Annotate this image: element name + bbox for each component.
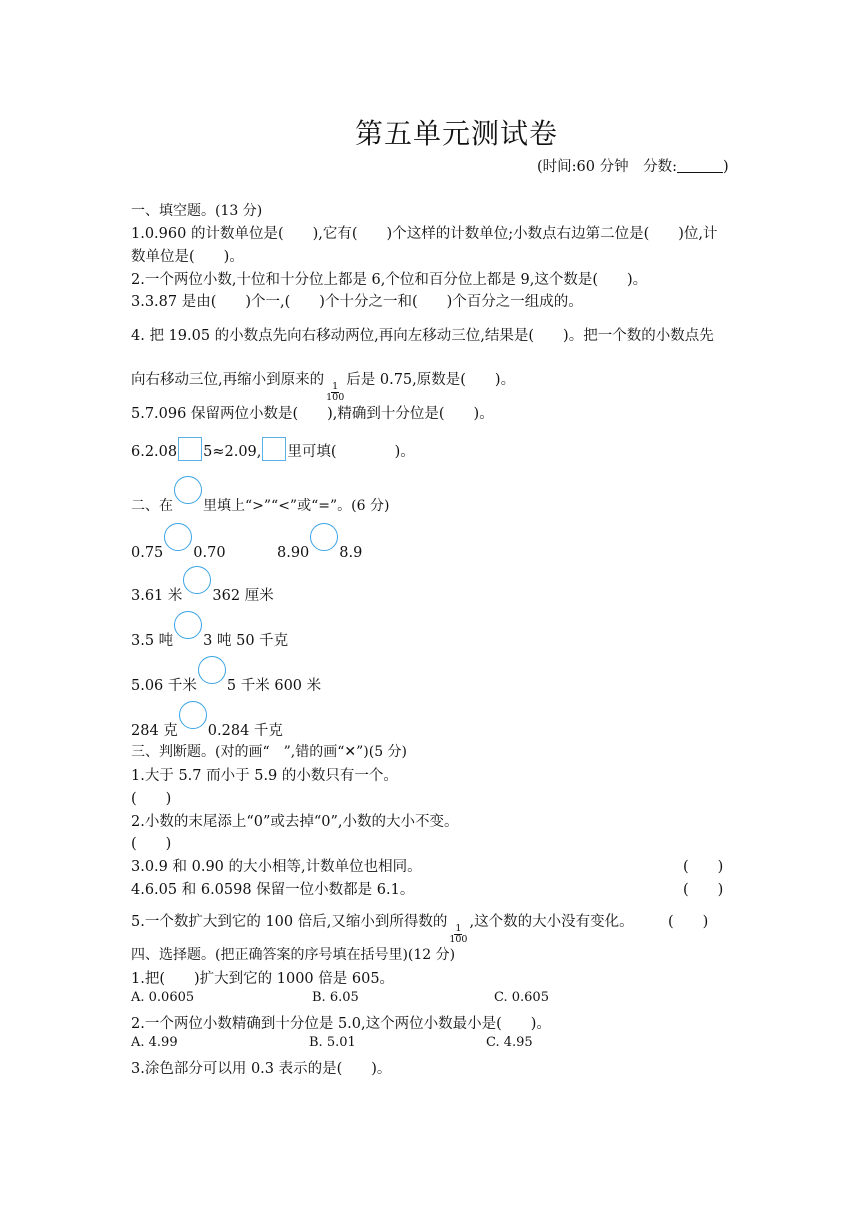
answer-paren-3-5[interactable]: ( )	[668, 914, 709, 930]
question-3-5-text-b: ,这个数的大小没有变化。	[469, 914, 634, 930]
answer-paren-3-2[interactable]: ( )	[131, 836, 172, 852]
option-4-2-a[interactable]: A. 4.99	[131, 1035, 178, 1050]
question-3-5-text-a: 5.一个数扩大到它的 100 倍后,又缩小到所得数的	[131, 914, 448, 930]
fraction-one-hundredth	[325, 382, 345, 403]
compare-row-1b	[277, 531, 362, 561]
section2-heading-b: 里填上“>”“<”或“=”。(6 分)	[203, 498, 390, 514]
question-3-5	[131, 910, 634, 945]
compare-right-value: 3 吨 50 千克	[203, 633, 289, 649]
fraction-numerator: 1	[455, 923, 462, 934]
question-1-4-text-b: 后是 0.75,原数是( )。	[346, 372, 516, 388]
score-blank	[677, 158, 723, 173]
compare-row-3	[131, 619, 288, 650]
question-1-4-line-2	[131, 368, 515, 403]
fraction-denominator: 100	[326, 392, 345, 403]
compare-left-value: 284 克	[131, 723, 178, 739]
question-1-6-text-c: 里可填( )。	[287, 444, 415, 460]
compare-circle[interactable]	[174, 611, 202, 639]
compare-row-5	[131, 709, 283, 740]
question-3-2: 2.小数的末尾添上“0”或去掉“0”,小数的大小不变。	[131, 814, 459, 830]
option-4-1-b[interactable]: B. 6.05	[312, 990, 359, 1005]
question-1-2: 2.一个两位小数,十位和十分位上都是 6,个位和百分位上都是 9,这个数是( )。	[131, 272, 648, 288]
time-score-close: )	[723, 159, 729, 175]
option-4-2-c[interactable]: C. 4.95	[486, 1035, 533, 1050]
compare-right-value: 8.9	[339, 545, 363, 561]
question-3-1: 1.大于 5.7 而小于 5.9 的小数只有一个。	[131, 768, 398, 784]
compare-circle[interactable]	[164, 523, 192, 551]
question-1-6-text-b: 5≈2.09,	[203, 444, 262, 460]
question-4-1: 1.把( )扩大到它的 1000 倍是 605。	[131, 971, 395, 987]
fraction-denominator: 100	[449, 934, 468, 945]
compare-circle[interactable]	[310, 523, 338, 551]
circle-symbol	[174, 476, 202, 504]
compare-row-2	[131, 574, 274, 605]
answer-paren-3-3[interactable]: ( )	[683, 859, 724, 875]
section-heading-compare	[131, 484, 389, 515]
compare-right-value: 362 厘米	[212, 588, 274, 604]
question-1-3: 3.3.87 是由( )个一,( )个十分之一和( )个百分之一组成的。	[131, 294, 583, 310]
question-1-4-line-1: 4. 把 19.05 的小数点先向右移动两位,再向左移动三位,结果是( )。把一个数的小数点先	[131, 328, 714, 344]
question-3-4: 4.6.05 和 6.0598 保留一位小数都是 6.1。	[131, 882, 415, 898]
section-heading-multiple-choice: 四、选择题。(把正确答案的序号填在括号里)(12 分)	[131, 947, 456, 963]
compare-left-value: 8.90	[277, 545, 310, 561]
question-1-6	[131, 437, 415, 461]
question-4-2: 2.一个两位小数精确到十分位是 5.0,这个两位小数最小是( )。	[131, 1016, 551, 1032]
section2-heading-a: 二、在	[131, 498, 173, 514]
compare-row-1a	[131, 531, 226, 561]
compare-left-value: 3.61 米	[131, 588, 183, 604]
compare-right-value: 0.284 千克	[207, 723, 283, 739]
answer-box[interactable]	[178, 437, 202, 461]
question-1-6-text-a: 6.2.08	[131, 444, 178, 460]
compare-circle[interactable]	[198, 656, 226, 684]
answer-box-reference	[262, 437, 286, 461]
section-heading-true-false: 三、判断题。(对的画“ ”,错的画“✕”)(5 分)	[131, 744, 408, 760]
fraction-numerator: 1	[332, 381, 339, 392]
compare-circle[interactable]	[183, 566, 211, 594]
time-score-label: (时间:60 分钟 分数:	[537, 159, 677, 175]
fraction-one-hundredth	[448, 924, 468, 945]
question-1-1-line-1: 1.0.960 的计数单位是( ),它有( )个这样的计数单位;小数点右边第二位是( )位,计	[131, 226, 718, 242]
compare-row-4	[131, 664, 321, 695]
compare-right-value: 0.70	[193, 545, 226, 561]
page-title: 第五单元测试卷	[355, 117, 559, 150]
answer-paren-3-1[interactable]: ( )	[131, 791, 172, 807]
question-1-4-text-a: 向右移动三位,再缩小到原来的	[131, 372, 325, 388]
option-4-1-a[interactable]: A. 0.0605	[131, 990, 195, 1005]
compare-left-value: 5.06 千米	[131, 678, 197, 694]
option-4-2-b[interactable]: B. 5.01	[309, 1035, 356, 1050]
compare-left-value: 3.5 吨	[131, 633, 174, 649]
question-1-5: 5.7.096 保留两位小数是( ),精确到十分位是( )。	[131, 406, 494, 422]
compare-right-value: 5 千米 600 米	[226, 678, 322, 694]
compare-circle[interactable]	[179, 701, 207, 729]
option-4-1-c[interactable]: C. 0.605	[494, 990, 549, 1005]
question-4-3: 3.涂色部分可以用 0.3 表示的是( )。	[131, 1061, 392, 1077]
compare-left-value: 0.75	[131, 545, 164, 561]
question-3-3: 3.0.9 和 0.90 的大小相等,计数单位也相同。	[131, 859, 422, 875]
time-score-info	[537, 155, 729, 176]
section-heading-fill-blank: 一、填空题。(13 分)	[131, 203, 263, 219]
answer-paren-3-4[interactable]: ( )	[683, 882, 724, 898]
question-1-1-line-2: 数单位是( )。	[131, 249, 244, 265]
